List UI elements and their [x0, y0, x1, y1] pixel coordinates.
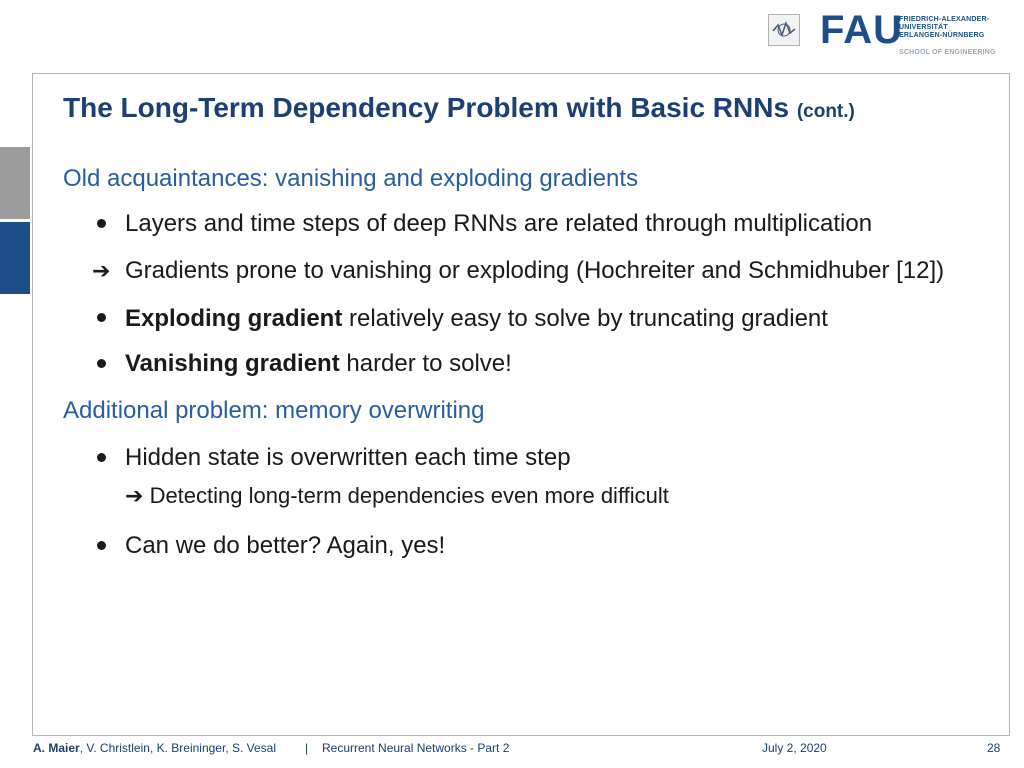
list-item: Layers and time steps of deep RNNs are related through multiplication [125, 210, 873, 237]
list-item: Hidden state is overwritten each time step [125, 444, 571, 471]
list-item: Gradients prone to vanishing or exploding (Hochreiter and Schmidhuber [12]) [125, 257, 945, 284]
bullet-icon [97, 359, 106, 368]
list-item: Can we do better? Again, yes! [125, 532, 446, 559]
list-item [125, 350, 512, 378]
sub-item [125, 483, 669, 509]
footer-author-main: A. Maier [33, 741, 80, 755]
footer-date: July 2, 2020 [762, 741, 827, 755]
page-number: 28 [987, 741, 1001, 755]
university-name: FRIEDRICH-ALEXANDER- UNIVERSITÄT ERLANGEN-NÜRNBERG [899, 16, 990, 39]
sub-item-text: Detecting long-term dependencies even more difficult [149, 483, 669, 508]
bullet-icon [97, 219, 106, 228]
footer-authors-rest: , V. Christlein, K. Breininger, S. Vesal [79, 741, 277, 755]
title-suffix: (cont.) [796, 101, 855, 122]
list-item [125, 305, 828, 333]
slide-title [63, 92, 855, 124]
waveform-icon [769, 15, 799, 45]
fau-logo: FAU [820, 8, 903, 52]
footer-lecture: Recurrent Neural Networks - Part 2 [322, 741, 510, 755]
title-main: The Long-Term Dependency Problem with Basic RNNs [63, 92, 790, 123]
arrow-icon: ➔ [92, 258, 111, 283]
footer-separator: | [305, 741, 309, 755]
bullet-icon [97, 313, 106, 322]
lab-logo [768, 14, 800, 46]
footer-authors [33, 741, 276, 755]
item-rest: harder to solve! [339, 350, 512, 377]
bold-term: Exploding gradient [125, 305, 343, 332]
school-name: SCHOOL OF ENGINEERING [899, 49, 996, 56]
item-rest: relatively easy to solve by truncating gradient [342, 305, 828, 332]
side-marker-blue [0, 222, 30, 294]
section-heading-2: Additional problem: memory overwriting [63, 397, 485, 424]
section-heading-1: Old acquaintances: vanishing and exploding gradients [63, 165, 639, 192]
bold-term: Vanishing gradient [125, 350, 340, 377]
arrow-icon: ➔ [125, 483, 144, 508]
bullet-icon [97, 453, 106, 462]
side-marker-grey [0, 147, 30, 219]
bullet-icon [97, 541, 106, 550]
